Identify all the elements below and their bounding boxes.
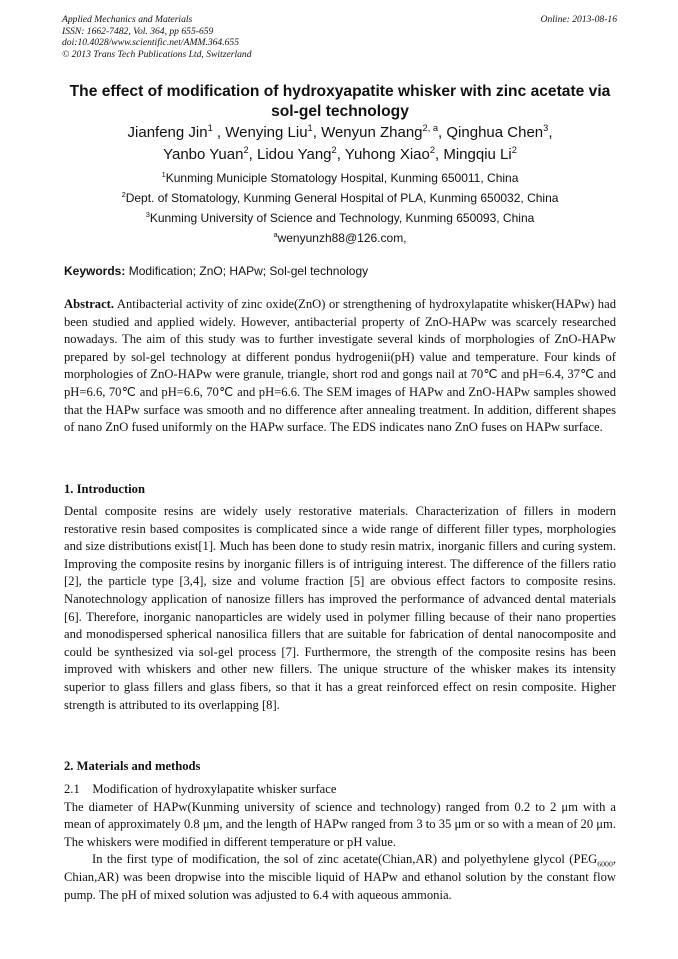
methods-section: [64, 781, 616, 904]
author: Wenyun Zhang$^{2, a}$,: [321, 123, 447, 141]
abstract: [64, 296, 616, 437]
keywords-text: Modification; ZnO; HAPw; Sol-gel technology: [125, 264, 369, 278]
introduction-paragraph: Dental composite resins are widely usely restorative materials. Characterization of fillers in modern restorative resin based composites is complicated since a wide range of different filler types, morphologies and size distributions exist[1]. Much has been done to study resin matrix, inorganic fillers and curing system. Improving the composite resins by inorganic fillers is of intriguing interest. The difference of the fillers ratio [2], the particle type [3,4], size and volume fraction [5] are obvious effect factors to composite resins. Nanotechnology application of nanosize fillers has improved the performance of advanced dental materials [6]. Therefore, inorganic nanoparticles are widely used in polymer filling because of their nano properties and monodispersed spherical nanosilica fillers that are suitable for fabrication of dental nanocomposite and could be synthesized via sol-gel process [7]. Furthermore, the strength of the composite resins has been improved with whiskers and other new fillers. The unique structure of the whisker makes its intensity superior to glass fillers and glass fibers, so that it has a great reinforced effect on resin composite. Higher strength is attributed to its overlapping [8].: [64, 504, 616, 712]
author: Qinghua Chen$^3$,: [446, 123, 553, 141]
author: Yanbo Yuan$^2$,: [163, 145, 257, 163]
journal-name: Applied Mechanics and Materials: [62, 14, 193, 25]
methods-paragraph: The diameter of HAPw(Kunming university of science and technology) ranged from 0.2 to 2 μm with a mean of approximately 0.8 μm, and the length of HAPw ranged from 3 to 35 μm or so with a mean of 20 μm. The whiskers were modified in different temperature or pH value.: [64, 799, 616, 849]
section-heading-methods: 2. Materials and methods: [64, 759, 201, 773]
journal-doi: doi:10.4028/www.scientific.net/AMM.364.655: [62, 37, 240, 49]
affiliation: $^3$Kunming University of Science and Technology, Kunming 650093, China: [145, 210, 535, 225]
keywords: [64, 263, 616, 279]
journal-issn: ISSN: 1662-7482, Vol. 364, pp 655-659: [62, 25, 214, 37]
abstract-label: Abstract.: [64, 297, 115, 311]
journal-header: [62, 14, 617, 60]
journal-copyright: © 2013 Trans Tech Publications Ltd, Switzerland: [62, 48, 252, 60]
methods-paragraph: In the first type of modification, the sol of zinc acetate(Chian,AR) and polyethylene glycol ($PEG_{6000}$, Chian,AR) was been dropwise into the miscible liquid of HAPw and ethanol solution by the constant flow pump. The pH of mixed solution was adjusted to 6.4 with aqueous ammonia.: [64, 852, 616, 902]
section-heading-introduction: 1. Introduction: [64, 482, 145, 496]
subsection-heading: 2.1 Modification of hydroxylapatite whisker surface: [64, 782, 337, 796]
affiliation: $^1$Kunming Municiple Stomatology Hospital, Kunming 650011, China: [161, 170, 519, 185]
author: Mingqiu Li$^2$: [443, 145, 517, 163]
keywords-label: Keywords:: [64, 264, 126, 278]
corresponding-email: $^a$wenyunzh88@126.com,: [273, 230, 407, 245]
author: Wenying Liu$^1$,: [225, 123, 322, 141]
affiliation-list: [60, 168, 620, 248]
abstract-text: Antibacterial activity of zinc oxide(ZnO) or strengthening of hydroxylapatite whisker(HAPw) had been studied and applied widely. However, antibacterial property of ZnO-HAPw was scarcely researched nowadays. The aim of this study was to further investigate several kinds of morphologies of ZnO-HAPw prepared by sol-gel technology at different pondus hydrogenii(pH) value and temperature. Four kinds of morphologies of ZnO-HAPw were granule, triangle, short rod and gongs nail at 70℃ and pH=6.4, 37℃ and pH=6.6, 70℃ and pH=6.6, 70℃ and pH=6.6. The SEM images of HAPw and ZnO-HAPw samples showed that the HAPw surface was smooth and no difference after annealing treatment. In addition, different shapes of nano ZnO fused uniformly on the HAPw surface. The EDS indicates nano ZnO fuses on HAPw surface.: [64, 297, 616, 435]
author: Jianfeng Jin$^1$ ,: [127, 123, 226, 141]
author-list: [60, 122, 620, 166]
affiliation: $^2$Dept. of Stomatology, Kunming General Hospital of PLA, Kunming 650032, China: [121, 190, 559, 205]
paper-title: The effect of modification of hydroxyapatite whisker with zinc acetate via sol-gel technology: [69, 83, 611, 120]
author: Lidou Yang$^2$,: [256, 145, 345, 163]
author: Yuhong Xiao$^2$,: [344, 145, 444, 163]
online-date: Online: 2013-08-16: [540, 14, 617, 25]
